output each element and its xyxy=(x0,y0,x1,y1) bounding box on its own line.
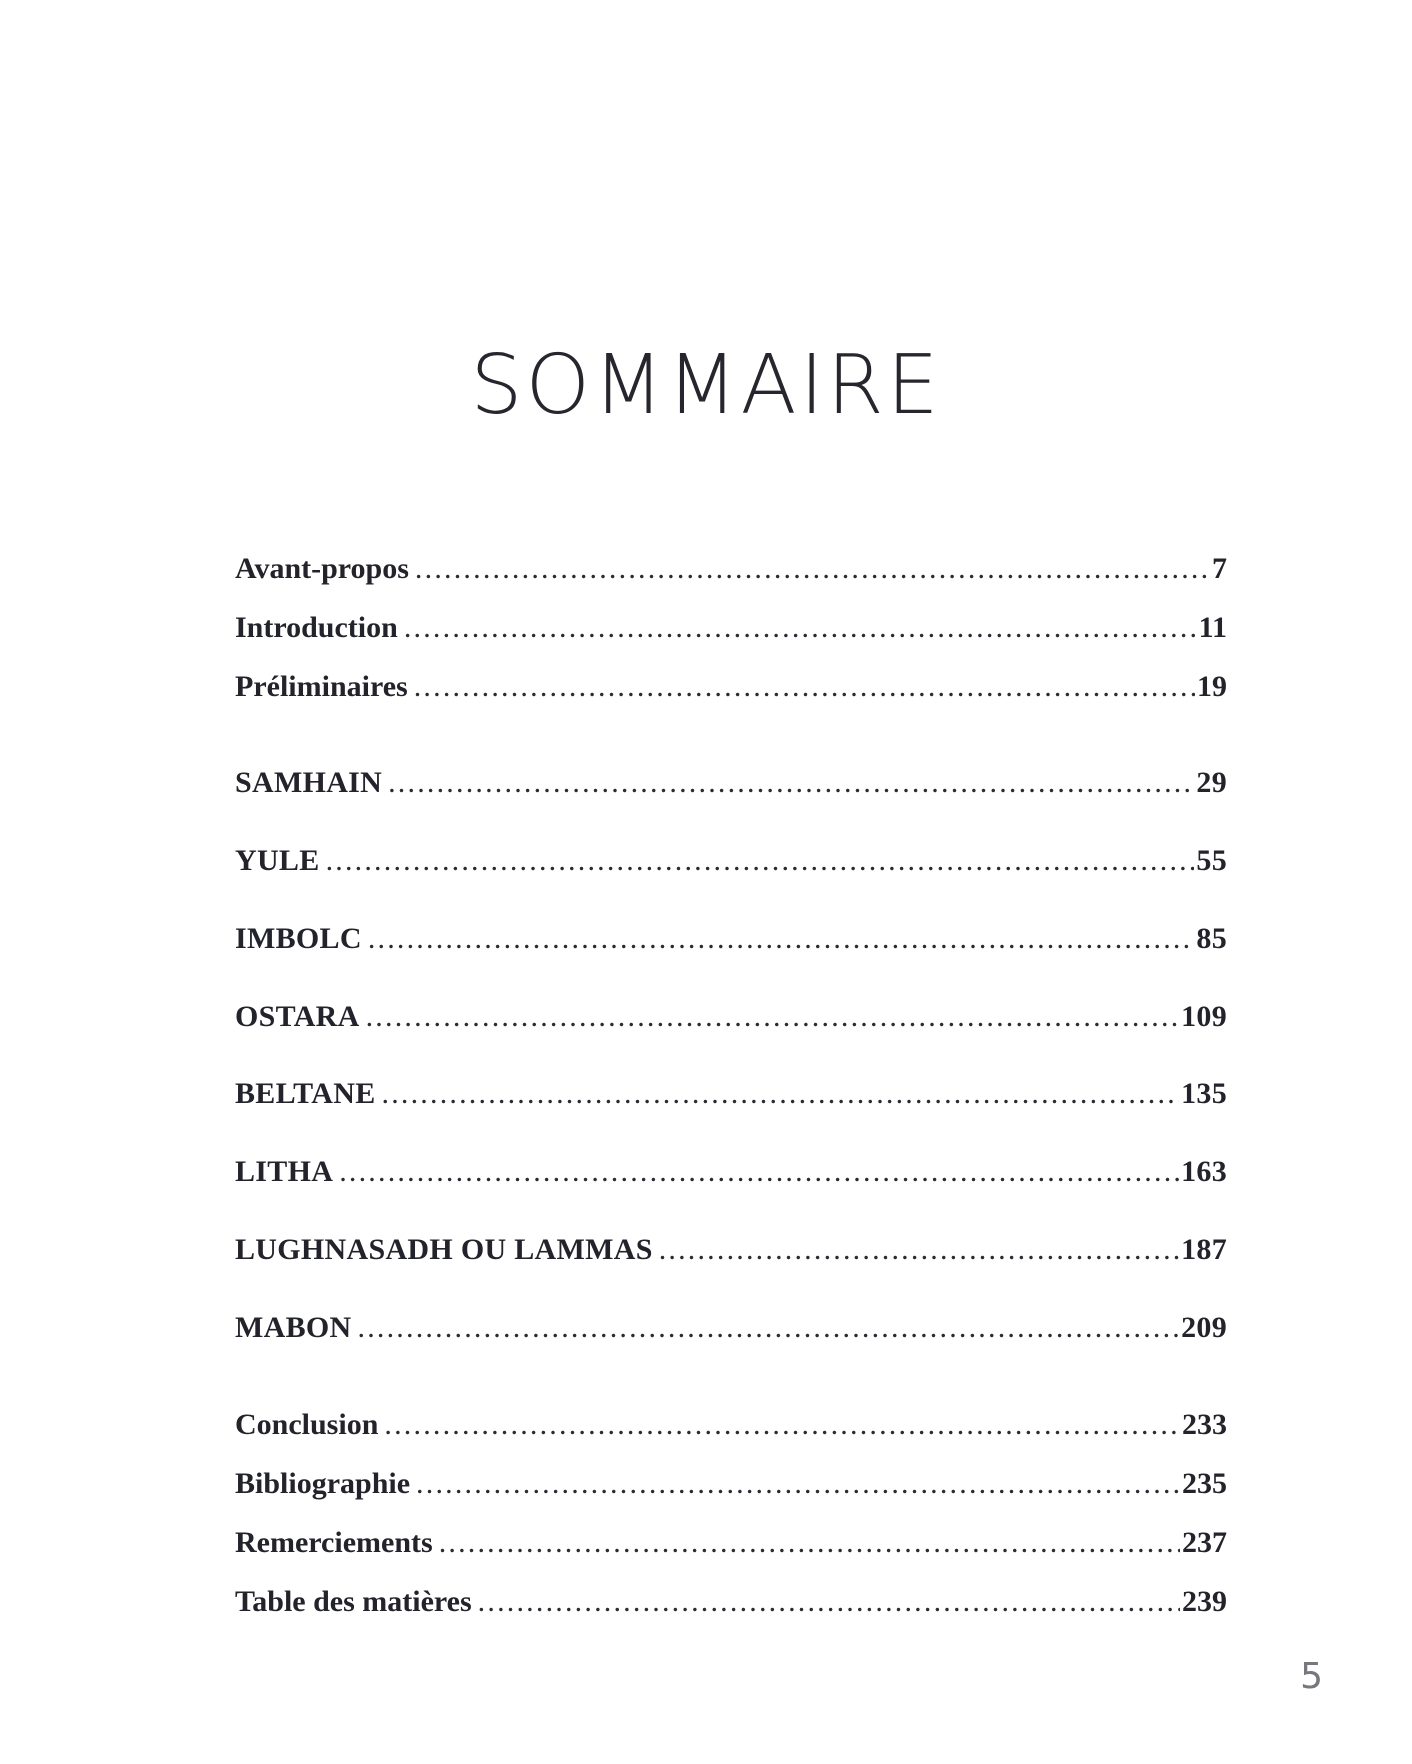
dot-leader xyxy=(414,670,1195,704)
toc-entry-preliminaires xyxy=(235,670,1227,710)
toc-entry-beltane xyxy=(235,1077,1227,1117)
toc-entry-page: 237 xyxy=(1182,1526,1227,1559)
toc-entry-page: 109 xyxy=(1181,1000,1227,1033)
toc-entry-lughnasadh xyxy=(235,1233,1227,1273)
toc-entry-introduction xyxy=(235,611,1227,651)
toc-entry-page: 163 xyxy=(1181,1155,1227,1188)
dot-leader xyxy=(339,1155,1179,1189)
toc-entry-page: 239 xyxy=(1182,1585,1227,1618)
toc-entry-page: 11 xyxy=(1198,611,1227,644)
page-number: 5 xyxy=(1300,1656,1323,1697)
toc-entry-page: 19 xyxy=(1197,670,1227,703)
toc-entry-avant-propos xyxy=(235,552,1227,592)
toc-entry-label: LUGHNASADH OU LAMMAS xyxy=(235,1233,653,1266)
toc-entry-label: BELTANE xyxy=(235,1077,376,1110)
toc-entry-conclusion xyxy=(235,1408,1227,1448)
toc-entry-page: 29 xyxy=(1196,766,1227,799)
toc-entry-page: 209 xyxy=(1181,1311,1227,1344)
toc-entry-yule xyxy=(235,844,1227,884)
dot-leader xyxy=(478,1585,1180,1619)
toc-entry-label: Conclusion xyxy=(235,1408,379,1441)
dot-leader xyxy=(384,1408,1180,1442)
toc-entry-mabon xyxy=(235,1311,1227,1351)
toc-entry-label: OSTARA xyxy=(235,1000,360,1033)
toc-entry-page: 7 xyxy=(1212,552,1227,585)
toc-entry-remerciements xyxy=(235,1526,1227,1566)
toc-entry-page: 85 xyxy=(1196,922,1227,955)
dot-leader xyxy=(366,1000,1179,1034)
page-title: SOMMAIRE xyxy=(470,337,942,433)
toc-entry-label: MABON xyxy=(235,1311,352,1344)
toc-entry-label: Avant-propos xyxy=(235,552,409,585)
toc-entry-label: SAMHAIN xyxy=(235,766,383,799)
toc-entry-label: IMBOLC xyxy=(235,922,362,955)
toc-entry-page: 235 xyxy=(1182,1467,1227,1500)
toc-entry-label: Introduction xyxy=(235,611,398,644)
toc-entry-page: 187 xyxy=(1181,1233,1227,1266)
dot-leader xyxy=(388,766,1194,800)
toc-entry-label: Remerciements xyxy=(235,1526,433,1559)
toc-entry-page: 135 xyxy=(1181,1077,1227,1110)
toc-entry-litha xyxy=(235,1155,1227,1195)
toc-entry-label: Table des matières xyxy=(235,1585,472,1618)
toc-entry-label: LITHA xyxy=(235,1155,334,1188)
dot-leader xyxy=(368,922,1195,956)
dot-leader xyxy=(659,1233,1179,1267)
toc-entry-page: 55 xyxy=(1196,844,1227,877)
toc-entry-label: YULE xyxy=(235,844,320,877)
toc-entry-page: 233 xyxy=(1182,1408,1227,1441)
dot-leader xyxy=(404,611,1197,645)
toc-entry-samhain xyxy=(235,766,1227,806)
dot-leader xyxy=(415,552,1210,586)
toc-entry-imbolc xyxy=(235,922,1227,962)
dot-leader xyxy=(358,1311,1180,1345)
toc-entry-label: Préliminaires xyxy=(235,670,408,703)
dot-leader xyxy=(439,1526,1180,1560)
toc-entry-table-des-matieres xyxy=(235,1585,1227,1625)
dot-leader xyxy=(326,844,1195,878)
toc-entry-label: Bibliographie xyxy=(235,1467,411,1500)
toc-entry-bibliographie xyxy=(235,1467,1227,1507)
toc-entry-ostara xyxy=(235,1000,1227,1040)
dot-leader xyxy=(382,1077,1180,1111)
dot-leader xyxy=(416,1467,1180,1501)
